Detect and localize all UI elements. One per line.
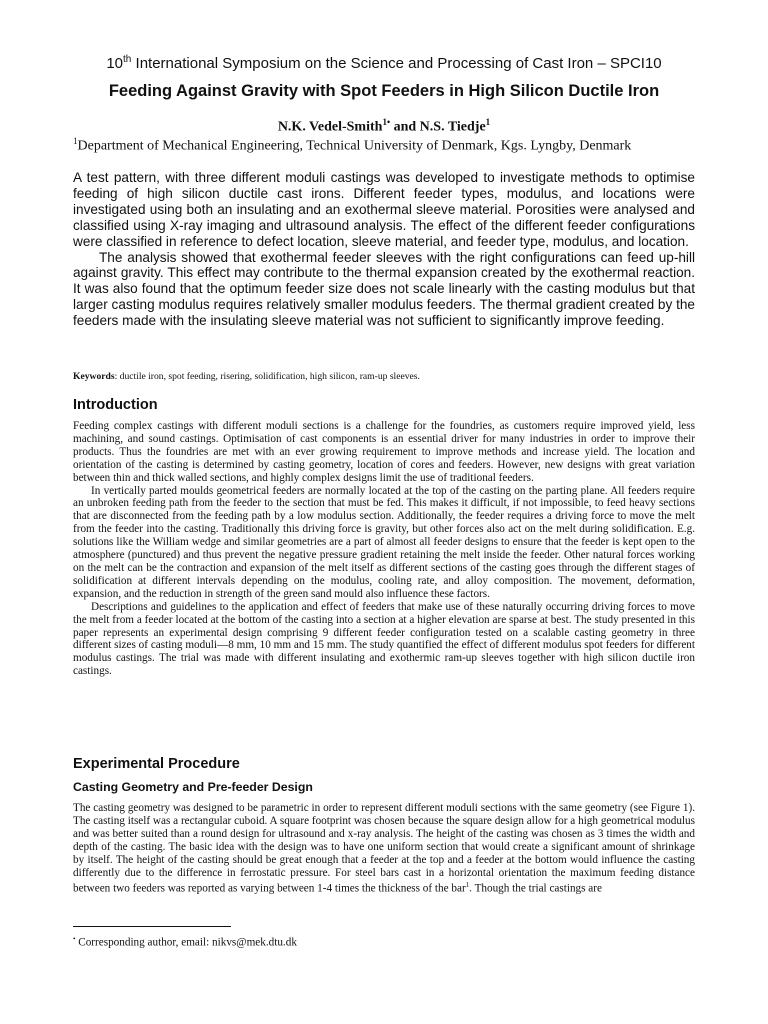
keywords-text: : ductile iron, spot feeding, risering, solidification, high silicon, ram-up sleeves. [114,371,420,382]
keywords-label: Keywords [73,371,115,382]
footnote [73,935,297,949]
conference-number: 10 [106,55,124,72]
introduction-paragraph-2: In vertically parted moulds geometrical feeders are normally located at the top of the casting on the parting plane. All feeders require an unbroken feeding path from the feeder to the section that must be fed. This makes it difficult, if not impossible, to feed heavy sections that are disconnected from the feeding path by a low modulus section. Additionally, the feeder requires a driving force to move the melt from the feeder into the casting. Traditionally this driving force is gravity, but other forces also act on the melt during solidification. E.g. solutions like the William wedge and similar geometries are a part of almost all feeder designs to ensure that the feeder is kept open to the atmosphere (punctured) and thus prevent the negative pressure gradient retaining the melt inside the feeder. Other natural forces working on the melt can be the contraction and expansion of the melt itself as different sections of the casting goes through the different stages of solidification at different intervals depending on the modulus, cooling rate, and alloy composition. The movement, deformation, expansion, and the reduction in strength of the green sand mould also influence these factors. [73,484,695,600]
affiliation-mark: 1 [73,136,78,146]
footnote-divider [73,926,231,927]
experimental-body [73,802,695,896]
footnote-text: Corresponding author, email: nikvs@mek.dtu.dk [75,936,297,949]
author-line [73,117,695,136]
conference-name: International Symposium on the Science and Processing of Cast Iron – SPCI10 [131,55,662,72]
author-connector: and [390,119,420,135]
author-2: N.S. Tiedje [419,119,486,135]
reference-marker: 1 [465,881,470,890]
paper-title: Feeding Against Gravity with Spot Feeders in High Silicon Ductile Iron [108,82,660,100]
introduction-body [73,420,695,678]
introduction-heading: Introduction [73,397,158,413]
casting-geometry-subheading: Casting Geometry and Pre-feeder Design [73,780,313,794]
conference-ordinal: th [123,54,132,65]
experimental-paragraph-1 [73,802,695,896]
author-1-mark: 1• [382,117,391,127]
footnote-mark: • [73,935,76,943]
experimental-heading: Experimental Procedure [73,756,240,772]
affiliation-text: Department of Mechanical Engineering, Technical University of Denmark, Kgs. Lyngby, Denmark [77,138,632,154]
introduction-paragraph-1: Feeding complex castings with different moduli sections is a challenge for the foundries, as customers require improved yield, less machining, and sound castings. Optimisation of cast components is an essential driver for many industries in order to improve their products. Thus the foundries are met with an ever growing requirement to improve methods and increase yield. The location and orientation of the casting is determined by casting geometry, location of cores and feeders. However, new designs with great variation between thin and thick walled sections, and highly complex designs limit the use of traditional feeders. [73,420,695,484]
introduction-paragraph-3: Descriptions and guidelines to the application and effect of feeders that make use of these naturally occurring driving forces to move the melt from a feeder located at the bottom of the casting into a section at a higher elevation are sparse at best. The study presented in this paper represents an experimental design comprising 9 different feeder configuration tested on a scalable casting geometry in three different sizes of casting moduli—8 mm, 10 mm and 15 mm. The study quantified the effect of different modulus spot feeders for different modulus castings. The trial was made with different insulating and exothermic ram-up sleeves together with high silicon ductile iron castings. [73,600,695,678]
abstract-paragraph-1: A test pattern, with three different moduli castings was developed to investigate methods to optimise feeding of high silicon ductile cast irons. Different feeder types, modulus, and locations were investigated using both an insulating and an exothermal sleeve material. Porosities were analysed and classified using X-ray imaging and ultrasound analysis. The effect of the different feeder configurations were classified in reference to defect location, sleeve material, and feeder type, modulus, and location. [73,170,695,249]
affiliation [73,136,695,155]
abstract-paragraph-2: The analysis showed that exothermal feeder sleeves with the right configurations can feed up-hill against gravity. This effect may contribute to the thermal expansion created by the exothermal reaction. It was also found that the optimum feeder size does not scale linearly with the casting modulus but that larger casting modulus requires relatively smaller modulus feeders. The thermal gradient created by the feeders made with the insulating sleeve material was not sufficient to significantly improve feeding. [73,249,695,329]
author-2-mark: 1 [485,117,491,127]
experimental-paragraph-1-tail: . Though the trial castings are [469,883,602,896]
abstract [73,170,695,329]
experimental-paragraph-1-text: The casting geometry was designed to be parametric in order to represent different moduli sections with the same geometry (see Figure 1). The casting itself was a rectangular cuboid. A square footprint was chosen because the square design allow for a high geometrical modulus and was better suited than a round design for ultrasound and x-ray analysis. The height of the casting was chosen as 3 times the width and depth of the casting. The basic idea with the design was to have one uniform section that would create a significant amount of shrinkage by itself. The height of the casting should be great enough that a feeder at the top and a feeder at the bottom would influence the casting differently due to the difference in ferrostatic pressure. For steel bars cast in a horizontal orientation the maximum feeding distance between two feeders was reported as varying between 1-4 times the thickness of the bar [73,802,695,896]
author-1: N.K. Vedel-Smith [277,119,383,135]
keywords [73,371,695,382]
conference-header [73,50,695,74]
